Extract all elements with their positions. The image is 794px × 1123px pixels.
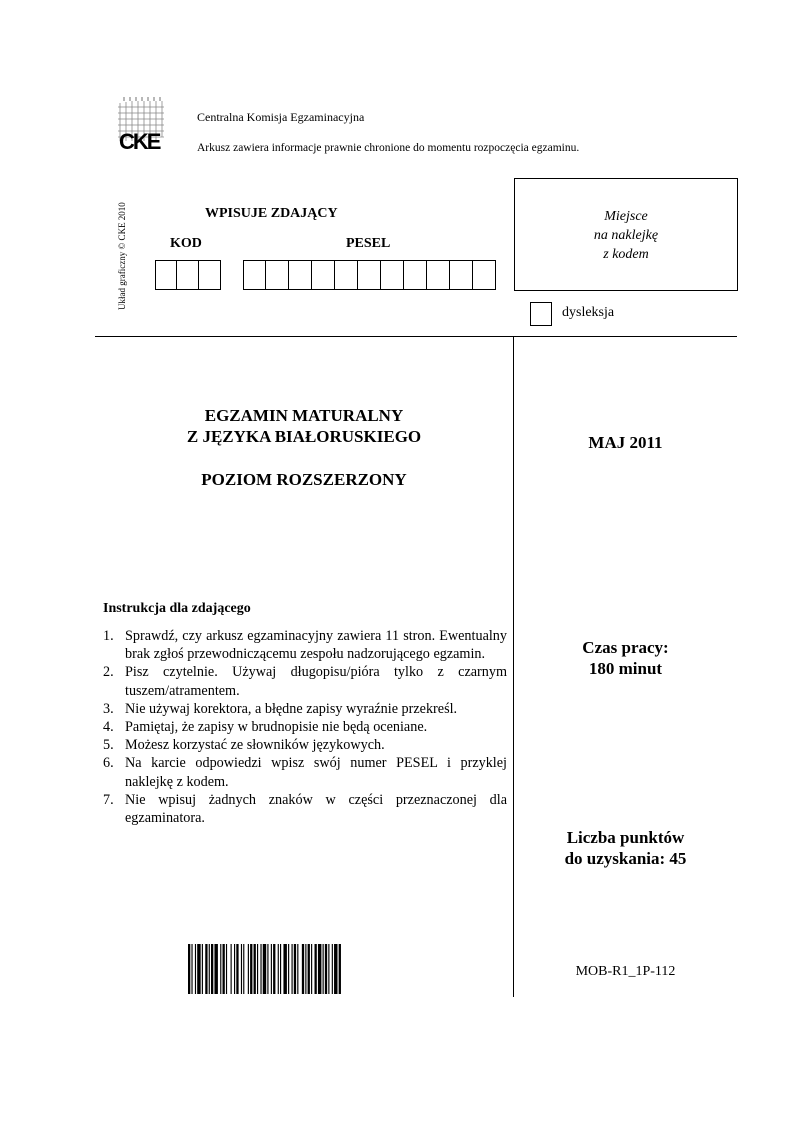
exam-date: MAJ 2011	[588, 433, 663, 452]
barcode-bar	[209, 944, 210, 994]
barcode-bar	[308, 944, 310, 994]
exam-title-line2: Z JĘZYKA BIAŁORUSKIEGO	[186, 427, 422, 446]
barcode-bar	[297, 944, 298, 994]
barcode-bar	[202, 944, 203, 994]
barcode-bar	[226, 944, 227, 994]
svg-text:CKE: CKE	[119, 129, 160, 154]
instruction-number: 5.	[103, 737, 114, 754]
barcode-bar	[288, 944, 289, 994]
pesel-cell[interactable]	[289, 260, 312, 290]
barcode-bar	[323, 944, 324, 994]
pesel-cell[interactable]	[335, 260, 358, 290]
barcode-bar	[195, 944, 196, 994]
barcode-bar	[305, 944, 306, 994]
instruction-item	[103, 791, 507, 827]
pesel-cell[interactable]	[404, 260, 427, 290]
candidate-fills-label: WPISUJE ZDAJĄCY	[205, 206, 338, 221]
dyslexia-label: dysleksja	[562, 305, 615, 320]
barcode-bar	[254, 944, 256, 994]
work-time-value: 180 minut	[588, 659, 663, 678]
exam-code: MOB-R1_1P-112	[575, 964, 676, 979]
kod-cell[interactable]	[199, 260, 221, 290]
barcode-bar	[257, 944, 258, 994]
barcode-bar	[223, 944, 225, 994]
barcode-bar	[231, 944, 232, 994]
pesel-cell[interactable]	[243, 260, 266, 290]
kod-label: KOD	[170, 236, 202, 251]
instruction-item	[103, 663, 507, 699]
sticker-line: na naklejkę	[593, 228, 659, 243]
instruction-number: 3.	[103, 700, 114, 717]
barcode-bar	[328, 944, 329, 994]
pesel-cell[interactable]	[266, 260, 289, 290]
barcode-bar	[283, 944, 286, 994]
barcode-bar	[234, 944, 235, 994]
pesel-cell[interactable]	[450, 260, 473, 290]
instruction-number: 2.	[103, 664, 114, 681]
barcode-bar	[278, 944, 279, 994]
confidentiality-notice: Arkusz zawiera informacje prawnie chronione do momentu rozpoczęcia egzaminu.	[197, 142, 580, 154]
barcode-bar	[214, 944, 217, 994]
instructions-heading: Instrukcja dla zdającego	[103, 601, 251, 616]
dyslexia-checkbox[interactable]	[530, 302, 552, 326]
pesel-label: PESEL	[346, 236, 391, 251]
instruction-text: Nie używaj korektora, a błędne zapisy wyraźnie przekreśl.	[125, 700, 458, 717]
kod-cell[interactable]	[155, 260, 177, 290]
instruction-text: Możesz korzystać ze słowników językowych.	[125, 737, 385, 754]
barcode-bar	[188, 944, 190, 994]
barcode-bar	[191, 944, 192, 994]
points-value: do uzyskania: 45	[564, 849, 687, 868]
copyright-note: Układ graficzny © CKE 2010	[117, 202, 127, 310]
instruction-number: 4.	[103, 719, 114, 736]
instruction-item	[103, 718, 507, 736]
instruction-text: Nie wpisuj żadnych znaków w części przeznaczonej dla egzaminatora.	[125, 791, 507, 827]
barcode-bar	[271, 944, 272, 994]
instruction-text: Pamiętaj, że zapisy w brudnopisie nie będą oceniane.	[125, 719, 428, 736]
kod-input-boxes[interactable]	[155, 260, 221, 290]
exam-level: POZIOM ROZSZERZONY	[201, 470, 407, 489]
pesel-cell[interactable]	[473, 260, 496, 290]
organization-name: Centralna Komisja Egzaminacyjna	[197, 110, 365, 124]
barcode-bar	[220, 944, 221, 994]
horizontal-divider	[95, 336, 737, 337]
barcode-bar	[318, 944, 321, 994]
pesel-cell[interactable]	[427, 260, 450, 290]
instructions-list	[103, 627, 507, 827]
pesel-cell[interactable]	[358, 260, 381, 290]
barcode-bar	[197, 944, 200, 994]
instruction-number: 7.	[103, 791, 114, 808]
instruction-text: Pisz czytelnie. Używaj długopisu/pióra tylko z czarnym tuszem/atramentem.	[125, 664, 507, 699]
kod-cell[interactable]	[177, 260, 199, 290]
instruction-text: Sprawdź, czy arkusz egzaminacyjny zawiera 11 stron. Ewentualny brak zgłoś przewodniczącemu zespołu nadzorującego egzamin.	[125, 628, 507, 663]
barcode-bar	[248, 944, 249, 994]
barcode-bar	[273, 944, 275, 994]
instruction-item	[103, 754, 507, 790]
barcode-bar	[292, 944, 293, 994]
sticker-line: Miejsce	[604, 209, 648, 224]
barcode-bar	[260, 944, 261, 994]
barcode-image	[187, 944, 419, 994]
barcode-bar	[241, 944, 242, 994]
barcode-bar	[280, 944, 281, 994]
barcode-bar	[250, 944, 252, 994]
exam-title-line1: EGZAMIN MATURALNY	[204, 406, 404, 425]
instruction-number: 6.	[103, 755, 114, 772]
barcode-bar	[339, 944, 341, 994]
barcode-bar	[334, 944, 337, 994]
barcode-bar	[211, 944, 213, 994]
barcode-bar	[311, 944, 312, 994]
sticker-text	[514, 207, 738, 264]
barcode-bar	[267, 944, 268, 994]
barcode-bar	[325, 944, 327, 994]
barcode-bar	[263, 944, 266, 994]
barcode-bar	[315, 944, 317, 994]
instruction-number: 1.	[103, 628, 114, 644]
points-label: Liczba punktów	[566, 828, 685, 847]
pesel-input-boxes[interactable]	[243, 260, 496, 290]
pesel-cell[interactable]	[312, 260, 335, 290]
pesel-cell[interactable]	[381, 260, 404, 290]
barcode-bar	[236, 944, 238, 994]
sticker-line: z kodem	[603, 247, 649, 262]
barcode-bar	[332, 944, 333, 994]
instruction-item	[103, 700, 507, 718]
barcode-bar	[294, 944, 296, 994]
instruction-item	[103, 736, 507, 754]
barcode-bar	[302, 944, 304, 994]
instruction-text: Na karcie odpowiedzi wpisz swój numer PESEL i przyklej naklejkę z kodem.	[125, 755, 507, 790]
barcode-bar	[243, 944, 244, 994]
work-time-label: Czas pracy:	[582, 638, 669, 657]
cke-logo	[116, 97, 166, 155]
instruction-item	[103, 627, 507, 663]
barcode-bar	[205, 944, 207, 994]
